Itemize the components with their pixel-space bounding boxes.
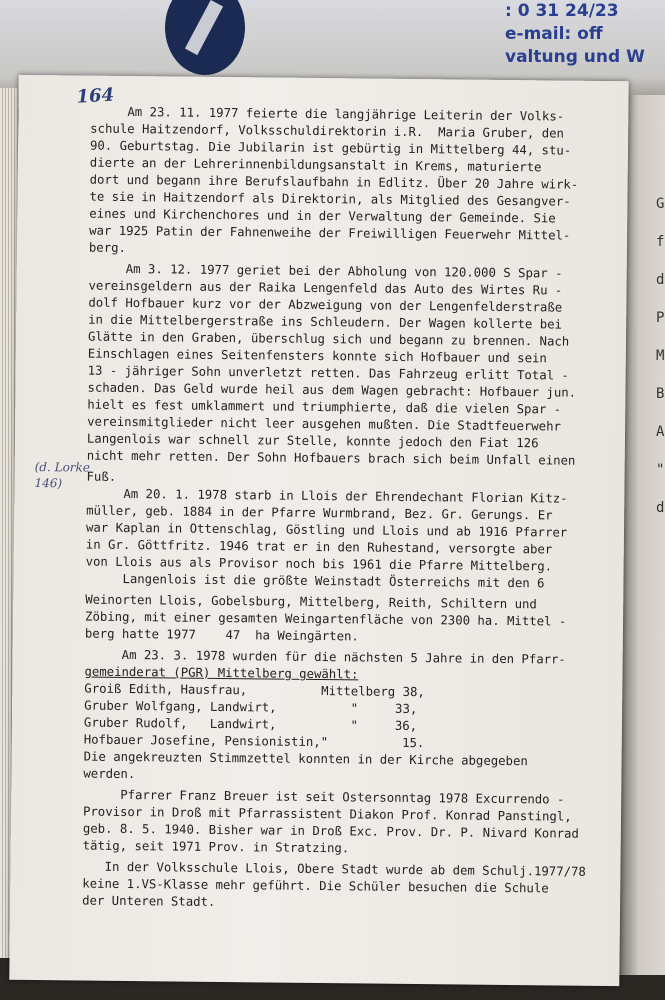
text-line: berg. xyxy=(88,240,127,255)
text-line: 90. Geburtstag. Die Jubilarin ist gebürtig in Mittelberg 44, stu- xyxy=(89,138,572,158)
edge-letter: M xyxy=(656,348,665,364)
text-line: 13 - jähriger Sohn unverletzt retten. Das Fahrzeug erlitt Total - xyxy=(87,363,569,383)
text-line: dort und begann ihre Berufslaufbahn in Edlitz. Über 20 Jahre wirk- xyxy=(89,172,579,192)
brochure-phone: : 0 31 24/23 xyxy=(505,1,619,21)
edge-letter: f xyxy=(656,234,665,250)
text-line: in Gr. Göttfritz. 1946 trat er in den Ruhestand, versorgte aber xyxy=(85,537,553,557)
margin-note-line: (d. Lorke xyxy=(34,460,91,475)
text-line: Pfarrer Franz Breuer ist seit Ostersonntag 1978 Excurrendo - xyxy=(83,787,565,807)
brochure-admin: valtung und W xyxy=(505,47,645,67)
text-line: te sie in Haitzendorf als Direktorin, als Mitglied des Gesangver- xyxy=(89,189,571,209)
text-line: hielt es fest umklammert und triumphierte, daß die vielen Spar - xyxy=(87,397,562,417)
text-line: Am 20. 1. 1978 starb in Llois der Ehrendechant Florian Kitz- xyxy=(86,486,568,506)
text-line: keine 1.VS-Klasse mehr geführt. Die Schüler besuchen die Schule xyxy=(82,876,549,896)
brochure-text xyxy=(505,0,665,78)
text-line: dolf Hofbauer kurz vor der Abzweigung von der Lengenfelderstraße xyxy=(88,295,563,315)
logo-icon xyxy=(165,0,245,75)
text-line: schaden. Das Geld wurde heil aus dem Wagen gebracht: Hofbauer jun. xyxy=(87,380,577,400)
text-line: dierte an der Lehrerinnenbildungsanstalt in Krems, maturierte xyxy=(89,155,542,175)
text-line: werden. xyxy=(83,766,136,782)
text-line: Fuß. xyxy=(86,469,117,484)
text-line: schule Haitzendorf, Volksschuldirektorin i.R. Maria Gruber, den xyxy=(90,121,565,141)
text-line: war Kaplan in Ottenschlag, Göstling und Llois und ab 1916 Pfarrer xyxy=(85,520,568,540)
typed-text xyxy=(82,104,610,915)
text-line: Am 23. 11. 1977 feierte die langjährige Leiterin der Volks- xyxy=(90,104,565,124)
text-line: berg hatte 1977 47 ha Weingärten. xyxy=(84,626,359,644)
edge-letter: P xyxy=(656,310,665,326)
page-number: 164 xyxy=(75,84,115,108)
edge-letter: d xyxy=(656,272,665,288)
edge-letter: " xyxy=(656,462,665,478)
margin-note-line: 146) xyxy=(34,476,63,491)
brochure-email: e-mail: off xyxy=(505,24,603,44)
text-line: Einschlagen eines Seitenfensters konnte sich Hofbauer und sein xyxy=(87,346,547,366)
text-line: vereinsgeldern aus der Raika Lengenfeld das Auto des Wirtes Ru - xyxy=(88,278,563,298)
text-line: In der Volksschule Llois, Obere Stadt wurde ab dem Schulj.1977/78 xyxy=(82,859,586,879)
edge-letter: A xyxy=(656,424,665,440)
text-line: Provisor in Droß mit Pfarrassistent Diakon Prof. Konrad Panstingl, xyxy=(82,804,572,824)
text-line: war 1925 Patin der Fahnenweihe der Freiwilligen Feuerwehr Mittel- xyxy=(89,223,571,243)
text-line: Gruber Wolfgang, Landwirt, " 33, xyxy=(84,698,418,717)
text-line: der Unteren Stadt. xyxy=(82,893,216,909)
text-line: Glätte in den Graben, überschlug sich und begann zu brennen. Nach xyxy=(87,329,570,349)
right-page-edge-text xyxy=(656,185,665,527)
text-line: geb. 8. 5. 1940. Bisher war in Droß Exc. Prov. Dr. P. Nivard Konrad xyxy=(82,821,579,841)
text-line: Zöbing, mit einer gesamten Weingartenfläche von 2300 ha. Mittel - xyxy=(85,609,567,629)
text-line: Hofbauer Josefine, Pensionistin," 15. xyxy=(83,732,425,751)
text-line: in die Mittelbergerstraße ins Schleudern. Der Wagen kollerte bei xyxy=(88,312,563,332)
text-line: Die angekreuzten Stimmzettel konnten in der Kirche abgegeben xyxy=(83,749,528,769)
text-line: Groiß Edith, Hausfrau, Mittelberg 38, xyxy=(84,681,425,700)
text-line: Gruber Rudolf, Landwirt, " 36, xyxy=(83,715,418,734)
text-line: nicht mehr retten. Der Sohn Hofbauers brach sich beim Unfall einen xyxy=(86,448,576,468)
edge-letter: B xyxy=(656,386,665,402)
text-line: gemeinderat (PGR) Mittelberg gewählt: xyxy=(84,664,359,682)
text-line: vereinsmitglieder nicht leer ausgehen mußten. Die Stadtfeuerwehr xyxy=(87,414,562,434)
book-page xyxy=(9,75,628,986)
text-line: Am 3. 12. 1977 geriet bei der Abholung von 120.000 S Spar - xyxy=(88,261,563,281)
edge-letter: d xyxy=(656,500,665,516)
text-line: Langenlois war schnell zur Stelle, konnte jedoch den Fiat 126 xyxy=(86,431,539,451)
text-line: müller, geb. 1884 in der Pfarre Wurmbrand, Bez. Gr. Gerungs. Er xyxy=(86,503,553,523)
edge-letter: G xyxy=(656,196,665,212)
text-line: Weinorten Llois, Gobelsburg, Mittelberg, Reith, Schiltern und xyxy=(85,592,537,612)
text-line: eines und Kirchenchores und in der Verwaltung der Gemeinde. Sie xyxy=(89,206,556,226)
text-line: Langenlois ist die größte Weinstadt Österreichs mit den 6 xyxy=(85,571,545,591)
text-line: tätig, seit 1971 Prov. in Stratzing. xyxy=(82,838,350,856)
text-line: von Llois aus als Provisor noch bis 1961 die Pfarre Mittelberg. xyxy=(85,554,553,574)
text-line: Am 23. 3. 1978 wurden für die nächsten 5 Jahre in den Pfarr- xyxy=(84,647,566,667)
